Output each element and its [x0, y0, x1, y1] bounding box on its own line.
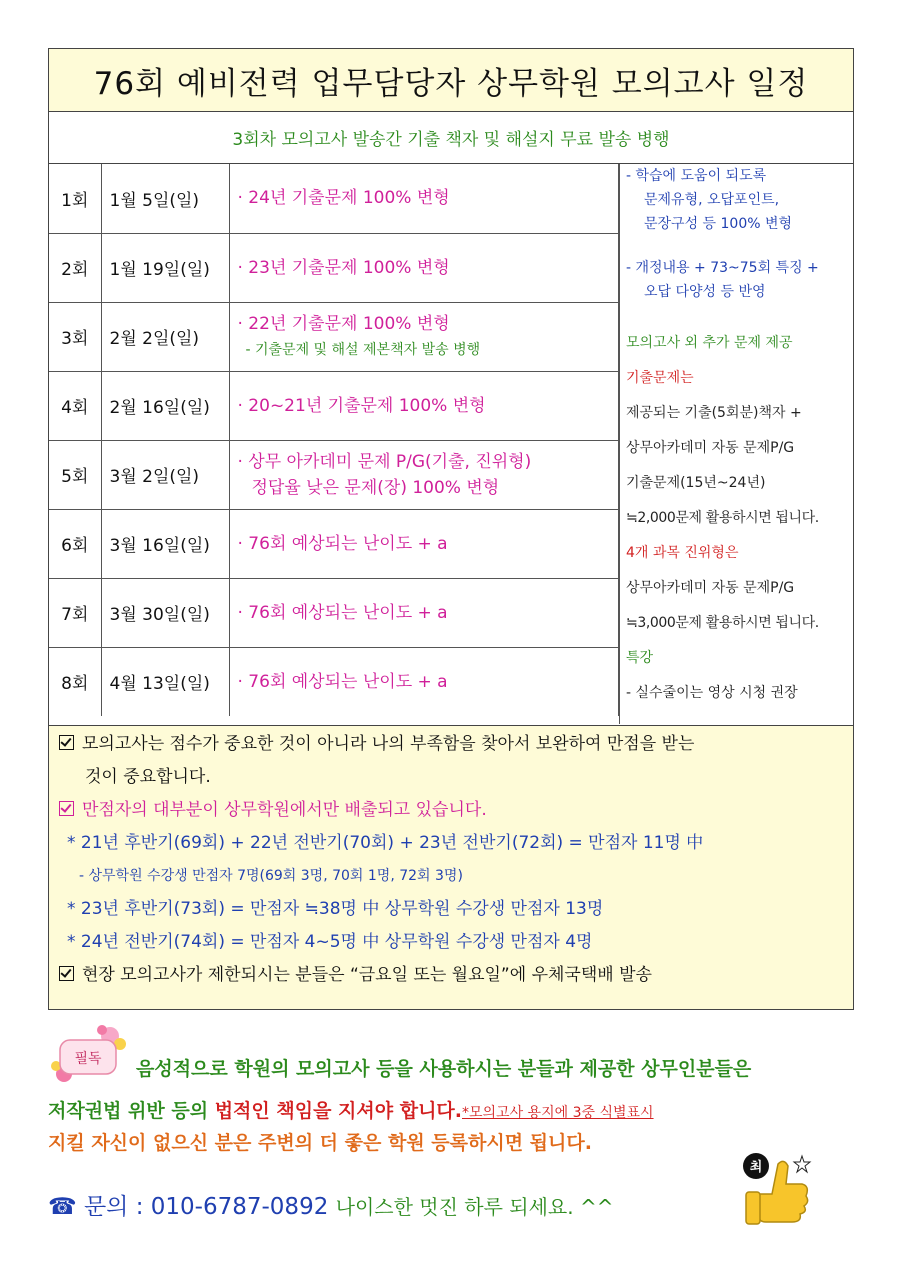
content-text: · 76회 예상되는 난이도 + a — [237, 602, 448, 623]
round-cell: 3회 — [49, 302, 101, 371]
table-row — [49, 509, 619, 578]
side-bullet-cont: 문제유형, 오답포인트, — [644, 192, 780, 208]
side-text: 기출문제(15년~24년) — [626, 475, 766, 491]
content-cell — [229, 164, 619, 233]
date-cell: 2월 2일(일) — [101, 302, 229, 371]
round-cell: 6회 — [49, 509, 101, 578]
content-text: · 76회 예상되는 난이도 + a — [237, 671, 448, 692]
content-cell — [229, 440, 619, 509]
content-text: · 상무 아카데미 문제 P/G(기출, 진위형) — [237, 451, 532, 472]
content-text: · 24년 기출문제 100% 변형 — [237, 188, 450, 209]
round-cell: 4회 — [49, 371, 101, 440]
content-text: · 22년 기출문제 100% 변형 — [237, 313, 450, 334]
content-cell — [229, 233, 619, 302]
badge-label: 필독 — [74, 1051, 102, 1067]
content-cell — [229, 647, 619, 716]
table-row — [49, 440, 619, 509]
content-text: · 20~21년 기출문제 100% 변형 — [237, 395, 486, 416]
side-text: 제공되는 기출(5회분)책자 + — [626, 405, 802, 421]
round-cell: 2회 — [49, 233, 101, 302]
content-subtext: - 기출문제 및 해설 제본책자 발송 병행 — [245, 341, 481, 358]
date-cell: 4월 13일(일) — [101, 647, 229, 716]
table-row — [49, 371, 619, 440]
content-cell — [229, 578, 619, 647]
schedule-table — [49, 164, 619, 716]
thumbs-up-icon — [738, 1150, 812, 1228]
content-cell — [229, 371, 619, 440]
greeting-text: 나이스한 멋진 하루 되세요. ^^ — [335, 1195, 614, 1219]
side-text: ≒3,000문제 활용하시면 됩니다. — [626, 615, 819, 631]
note-star-item: * 23년 후반기(73회) = 만점자 ≒38명 中 상무학원 수강생 만점자 13명 — [67, 899, 604, 919]
side-text: - 실수줄이는 영상 시청 권장 — [626, 685, 798, 701]
note-item — [59, 959, 845, 992]
date-cell: 3월 30일(일) — [101, 578, 229, 647]
warning-line-1: 음성적으로 학원의 모의고사 등을 사용하시는 분들과 제공한 상무인분들은 — [136, 1058, 752, 1080]
thumb-badge-label: 최 — [749, 1160, 763, 1175]
subtitle: 3회차 모의고사 발송간 기출 책자 및 해설지 무료 발송 병행 — [48, 112, 854, 164]
note-text: 현장 모의고사가 제한되시는 분들은 “금요일 또는 월요일”에 우체국택배 발송 — [82, 965, 652, 985]
side-bullet: - 개정내용 + 73~75회 특징 + — [626, 260, 819, 276]
side-tf-heading: 4개 과목 진위형은 — [626, 545, 739, 561]
note-item — [59, 794, 845, 827]
round-cell: 5회 — [49, 440, 101, 509]
warning-line-2 — [48, 1096, 654, 1123]
checkbox-icon — [59, 966, 74, 981]
warning-line-3: 지킬 자신이 없으신 분은 주변의 더 좋은 학원 등록하시면 됩니다. — [48, 1132, 592, 1154]
note-item-cont: 것이 중요합니다. — [85, 767, 211, 787]
side-lecture-heading: 특강 — [626, 650, 654, 666]
phone-label: ☎ 문의 : 010-6787-0892 — [48, 1194, 329, 1220]
round-cell: 1회 — [49, 164, 101, 233]
contact-line — [48, 1188, 613, 1221]
note-text: 모의고사는 점수가 중요한 것이 아니라 나의 부족함을 찾아서 보완하여 만점을 받는 — [82, 734, 695, 754]
date-cell: 3월 16일(일) — [101, 509, 229, 578]
content-cell — [229, 509, 619, 578]
warning-small-note: *모의고사 용지에 3중 식별표시 — [462, 1105, 654, 1121]
side-bullet-cont: 오답 다양성 등 반영 — [644, 284, 766, 300]
flower-badge-icon — [50, 1022, 130, 1088]
page-title: 76회 예비전력 업무담당자 상무학원 모의고사 일정 — [48, 48, 854, 112]
content-text: · 23년 기출문제 100% 변형 — [237, 257, 450, 278]
table-row — [49, 647, 619, 716]
side-panel — [619, 164, 853, 724]
note-star-item: * 21년 후반기(69회) + 22년 전반기(70회) + 23년 전반기(72회) = 만점자 11명 中 — [67, 833, 704, 853]
date-cell: 1월 5일(일) — [101, 164, 229, 233]
content-text: · 76회 예상되는 난이도 + a — [237, 533, 448, 554]
checkbox-icon — [59, 801, 74, 816]
table-row — [49, 302, 619, 371]
round-cell: 7회 — [49, 578, 101, 647]
note-star-item: * 24년 전반기(74회) = 만점자 4~5명 中 상무학원 수강생 만점자 4명 — [67, 932, 593, 952]
side-bullet-cont: 문장구성 등 100% 변형 — [644, 216, 793, 232]
schedule-sheet — [48, 48, 854, 1010]
date-cell: 3월 2일(일) — [101, 440, 229, 509]
side-extra-heading: 모의고사 외 추가 문제 제공 — [626, 335, 793, 351]
round-cell: 8회 — [49, 647, 101, 716]
table-row — [49, 164, 619, 233]
warning-emphasis: 법적인 책임을 지셔야 합니다. — [214, 1100, 462, 1122]
content-text-2: 정답율 낮은 문제(장) 100% 변형 — [251, 477, 500, 498]
content-cell — [229, 302, 619, 371]
warning-text: 저작권법 위반 등의 — [48, 1100, 215, 1122]
table-row — [49, 233, 619, 302]
notes-box — [48, 726, 854, 1010]
side-past-heading: 기출문제는 — [626, 370, 694, 386]
date-cell: 2월 16일(일) — [101, 371, 229, 440]
note-sub-item: - 상무학원 수강생 만점자 7명(69회 3명, 70회 1명, 72회 3명) — [79, 868, 463, 884]
side-bullet: - 학습에 도움이 되도록 — [626, 168, 767, 184]
side-text: ≒2,000문제 활용하시면 됩니다. — [626, 510, 819, 526]
note-text: 만점자의 대부분이 상무학원에서만 배출되고 있습니다. — [82, 800, 487, 820]
checkbox-icon — [59, 735, 74, 750]
note-item — [59, 728, 845, 761]
side-text: 상무아카데미 자동 문제P/G — [626, 440, 795, 456]
date-cell: 1월 19일(일) — [101, 233, 229, 302]
side-text: 상무아카데미 자동 문제P/G — [626, 580, 795, 596]
table-row — [49, 578, 619, 647]
schedule-grid — [48, 164, 854, 726]
